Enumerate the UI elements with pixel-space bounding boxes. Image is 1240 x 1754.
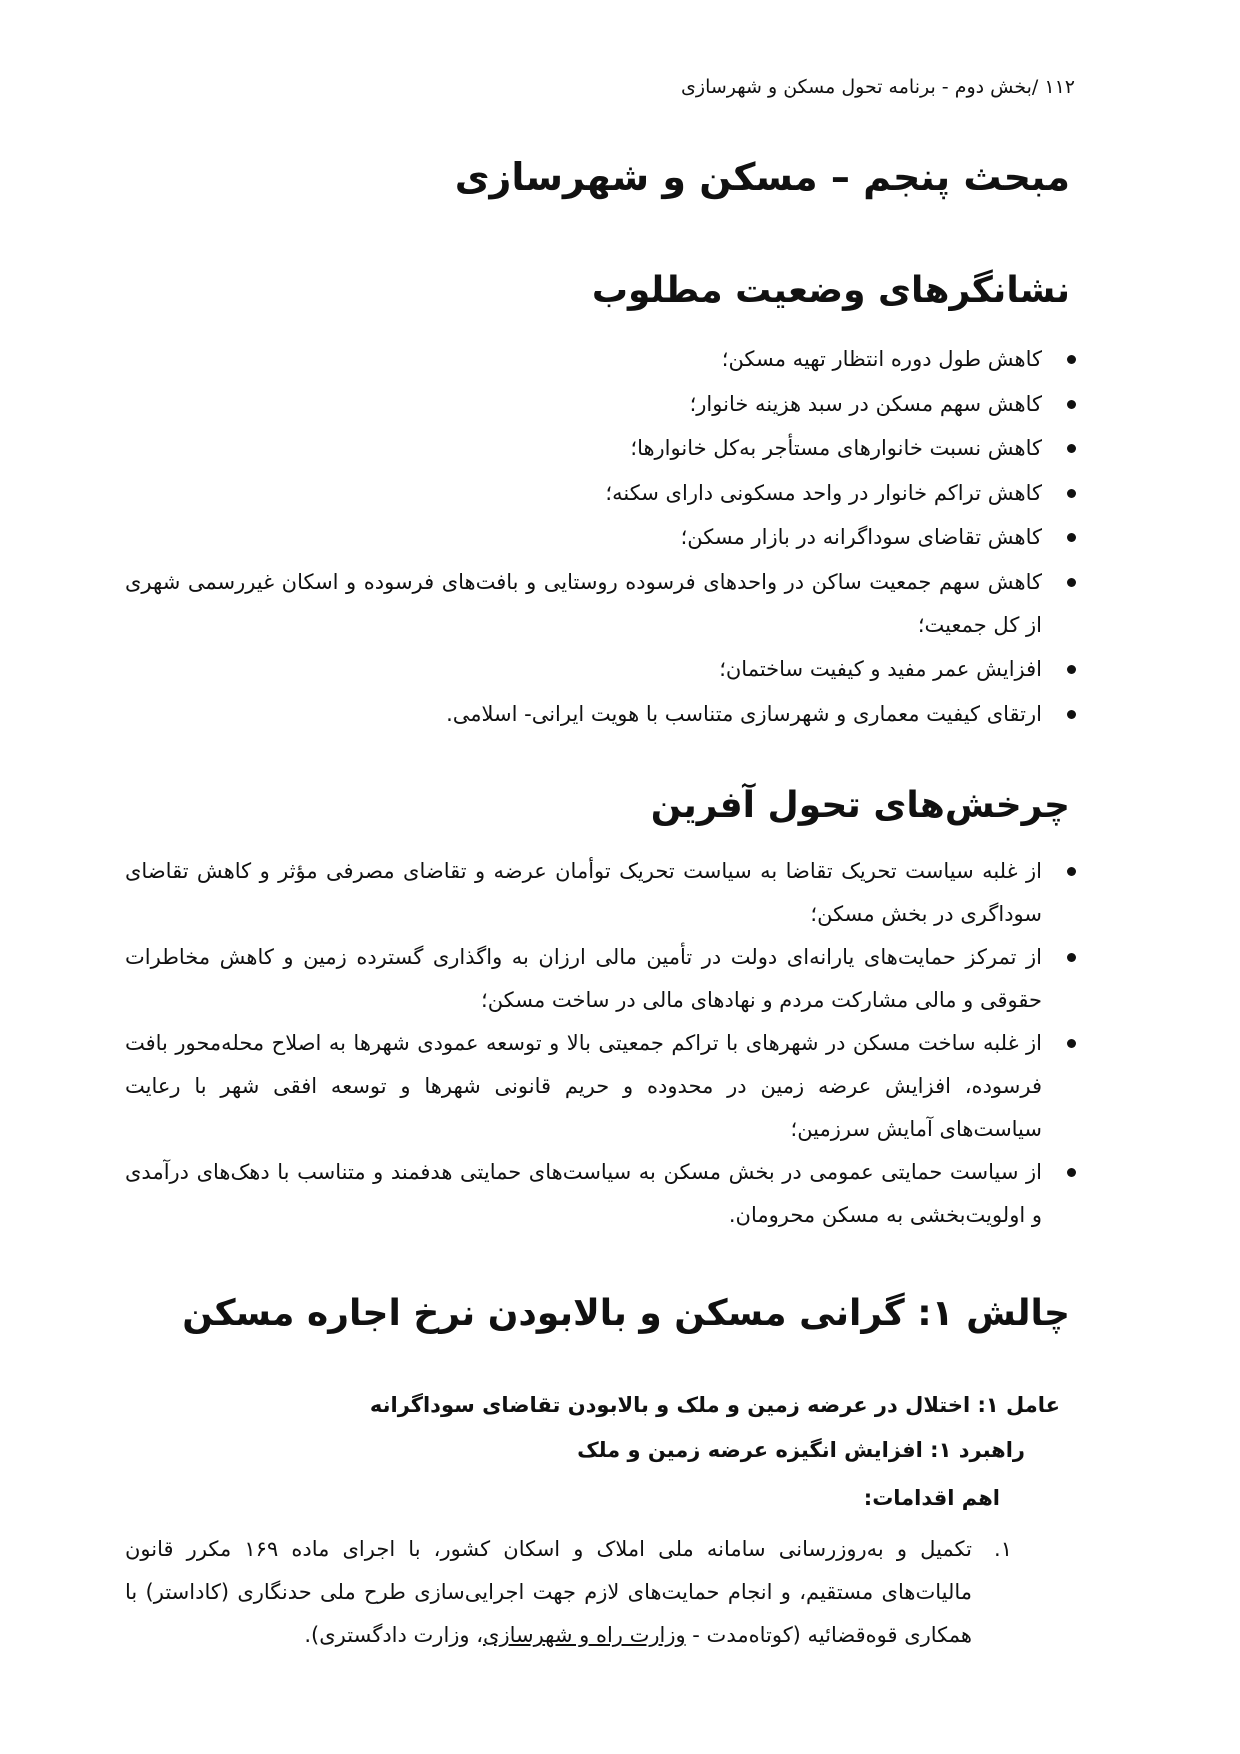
actions-label: اهم اقدامات:	[863, 1486, 1000, 1510]
indicators-heading: نشانگرهای وضعیت مطلوب	[591, 270, 1070, 311]
factor-heading: عامل ۱: اختلال در عرضه زمین و ملک و بالابودن تقاضای سوداگرانه	[369, 1393, 1060, 1417]
action-text: تکمیل و به‌روزرسانی سامانه ملی املاک و اسکان کشور، با اجرای ماده ۱۶۹ مکرر قانون مالیات‌های مستقیم، و انجام حمایت‌های لازم جهت اجرایی‌سازی طرح ملی حدنگاری (کاداستر) با همکاری قوه‌قضائیه (کوتاه‌مدت -	[125, 1537, 973, 1647]
actions-list	[125, 1528, 1020, 1657]
list-item: کاهش تقاضای سوداگرانه در بازار مسکن؛	[125, 516, 1090, 559]
running-header	[681, 76, 1075, 98]
strategy-heading: راهبرد ۱: افزایش انگیزه عرضه زمین و ملک	[577, 1438, 1025, 1462]
action-number: ۱.	[994, 1537, 1012, 1561]
list-item: کاهش طول دوره انتظار تهیه مسکن؛	[125, 338, 1090, 381]
chapter-title: مبحث پنجم – مسکن و شهرسازی	[454, 155, 1070, 199]
action-item	[125, 1528, 1020, 1657]
list-item: کاهش سهم مسکن در سبد هزینه خانوار؛	[125, 383, 1090, 426]
list-item: از سیاست حمایتی عمومی در بخش مسکن به سیاست‌های حمایتی هدفمند و متناسب با دهک‌های درآمدی و اولویت‌بخشی به مسکن محرومان.	[125, 1151, 1090, 1237]
list-item: کاهش سهم جمعیت ساکن در واحدهای فرسوده روستایی و بافت‌های فرسوده و اسکان غیررسمی شهری از کل جمعیت؛	[125, 561, 1090, 647]
list-item: کاهش نسبت خانوارهای مستأجر به‌کل خانوارها؛	[125, 427, 1090, 470]
shifts-heading: چرخش‌های تحول آفرین	[650, 785, 1070, 826]
indicators-list	[125, 338, 1090, 737]
challenge-heading: چالش ۱: گرانی مسکن و بالابودن نرخ اجاره مسکن	[182, 1293, 1070, 1334]
list-item: از غلبه سیاست تحریک تقاضا به سیاست تحریک توأمان عرضه و تقاضای مصرفی مؤثر و کاهش تقاضای سوداگری در بخش مسکن؛	[125, 850, 1090, 936]
partner-agencies: ، وزارت دادگستری).	[304, 1623, 484, 1647]
list-item: کاهش تراکم خانوار در واحد مسکونی دارای سکنه؛	[125, 472, 1090, 515]
list-item: ارتقای کیفیت معماری و شهرسازی متناسب با هویت ایرانی- اسلامی.	[125, 693, 1090, 736]
list-item: افزایش عمر مفید و کیفیت ساختمان؛	[125, 648, 1090, 691]
page-number: ۱۱۲	[1044, 76, 1075, 98]
shifts-list	[125, 850, 1090, 1237]
list-item: از غلبه ساخت مسکن در شهرهای با تراکم جمعیتی بالا و توسعه عمودی شهرها به اصلاح محله‌محور بافت فرسوده، افزایش عرضه زمین در محدوده و حریم قانونی شهرها و توسعه افقی شهر با رعایت سیاست‌های آمایش سرزمین؛	[125, 1022, 1090, 1151]
list-item: از تمرکز حمایت‌های یارانه‌ای دولت در تأمین مالی ارزان به واگذاری گسترده زمین و کاهش مخاطرات حقوقی و مالی مشارکت مردم و نهادهای مالی در ساخت مسکن؛	[125, 936, 1090, 1022]
lead-agency: وزارت راه و شهرسازی	[483, 1623, 686, 1647]
running-title: /بخش دوم - برنامه تحول مسکن و شهرسازی	[681, 76, 1039, 98]
